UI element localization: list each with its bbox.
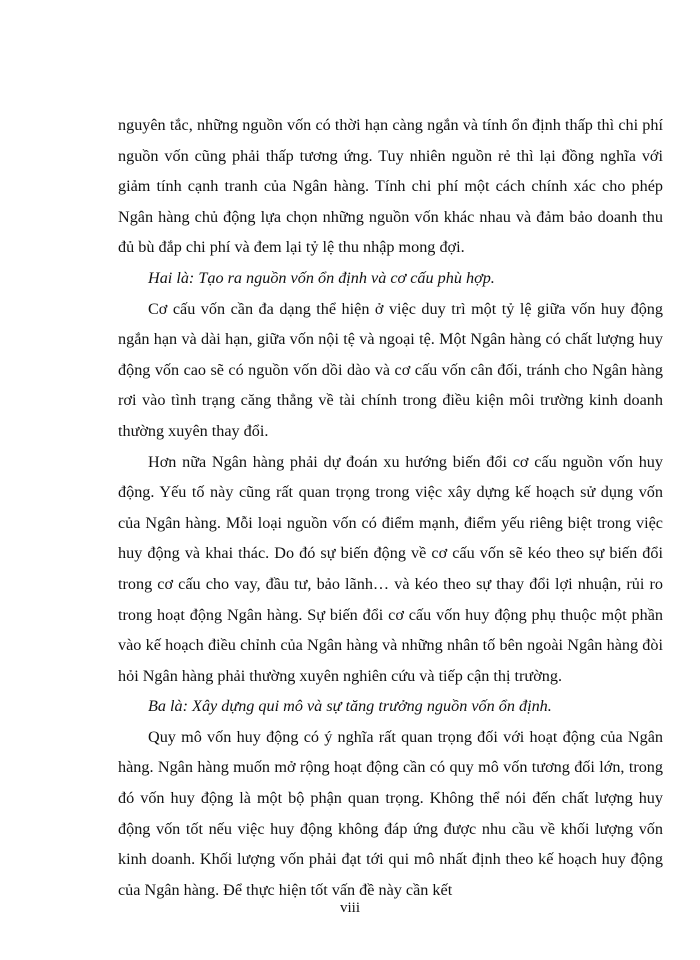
section-heading-hai-la: Hai là: Tạo ra nguồn vốn ổn định và cơ cấu phù hợp. xyxy=(148,268,495,287)
section-heading-ba-la: Ba là: Xây dựng qui mô và sự tăng trưởng nguồn vốn ổn định. xyxy=(148,697,552,716)
paragraph-quy-mo-von: Quy mô vốn huy động có ý nghĩa rất quan trọng đối với hoạt động của Ngân hàng. Ngân hàng muốn mở rộng hoạt động cần có quy mô vốn tương đối lớn, trong đó vốn huy động là một bộ phận quan trọng. Không thể nói đến chất lượng huy động vốn tốt nếu việc huy động không đáp ứng được nhu cầu về khối lượng vốn kinh doanh. Khối lượng vốn phải đạt tới qui mô nhất định theo kế hoạch huy động của Ngân hàng. Để thực hiện tốt vấn đề này cần kết xyxy=(118,727,663,899)
document-page xyxy=(118,110,663,905)
paragraph-co-cau-von: Cơ cấu vốn cần đa dạng thể hiện ở việc duy trì một tỷ lệ giữa vốn huy động ngắn hạn và dài hạn, giữa vốn nội tệ và ngoại tệ. Một Ngân hàng có chất lượng huy động vốn cao sẽ có nguồn vốn dồi dào và cơ cấu vốn cân đối, tránh cho Ngân hàng rơi vào tình trạng căng thẳng về tài chính trong điều kiện môi trường kinh doanh thường xuyên thay đổi. xyxy=(118,299,663,440)
paragraph-continuation: nguyên tắc, những nguồn vốn có thời hạn càng ngắn và tính ổn định thấp thì chi phí nguồn vốn cũng phải thấp tương ứng. Tuy nhiên nguồn rẻ thì lại đồng nghĩa với giảm tính cạnh tranh của Ngân hàng. Tính chi phí một cách chính xác cho phép Ngân hàng chủ động lựa chọn những nguồn vốn khác nhau và đảm bảo doanh thu đủ bù đắp chi phí và đem lại tỷ lệ thu nhập mong đợi. xyxy=(118,116,663,257)
paragraph-hon-nua: Hơn nữa Ngân hàng phải dự đoán xu hướng biến đổi cơ cấu nguồn vốn huy động. Yếu tố này cũng rất quan trọng trong việc xây dựng kế hoạch sử dụng vốn của Ngân hàng. Mỗi loại nguồn vốn có điểm mạnh, điểm yếu riêng biệt trong việc huy động và khai thác. Do đó sự biến động về cơ cấu vốn sẽ kéo theo sự biến đổi trong cơ cấu cho vay, đầu tư, bảo lãnh… và kéo theo sự thay đổi lợi nhuận, rủi ro trong hoạt động Ngân hàng. Sự biến đổi cơ cấu vốn huy động phụ thuộc một phần vào kế hoạch điều chỉnh của Ngân hàng và những nhân tố bên ngoài Ngân hàng đòi hỏi Ngân hàng phải thường xuyên nghiên cứu và tiếp cận thị trường. xyxy=(118,452,663,685)
page-number: viii xyxy=(339,900,360,916)
